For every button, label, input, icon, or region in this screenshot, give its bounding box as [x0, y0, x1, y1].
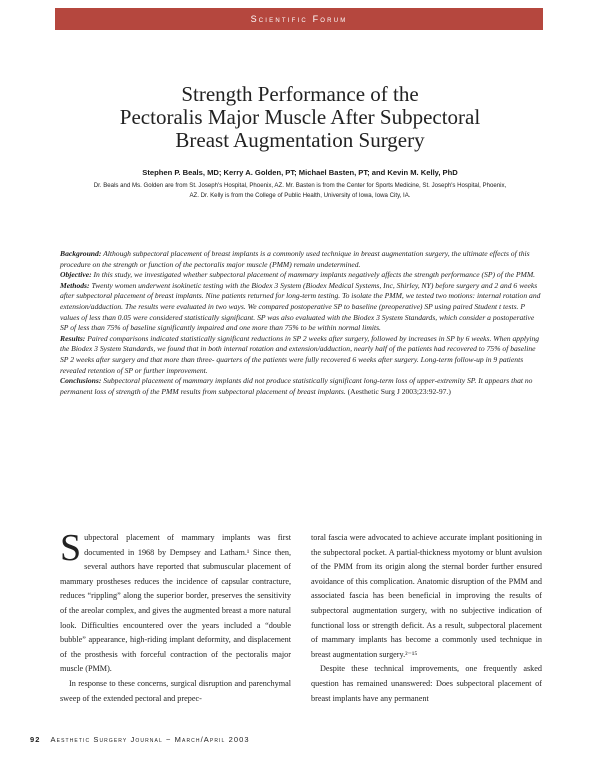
- body-paragraph: In response to these concerns, surgical disruption and parenchymal sweep of the extended pectoral and prepec-: [60, 678, 291, 703]
- body-paragraph: Despite these technical improvements, one frequently asked question has remained unanswered: Does subpectoral placement of breast implants have any permanent: [311, 664, 542, 703]
- abstract-results: [60, 334, 542, 376]
- abstract-objective: [60, 270, 542, 281]
- abstract-background: [60, 249, 542, 270]
- drop-cap: S: [60, 527, 82, 569]
- body-column-left: [60, 527, 291, 706]
- abstract-conclusions: [60, 376, 542, 397]
- abstract-methods: [60, 281, 542, 334]
- methods-text: Twenty women underwent isokinetic testing with the Biodex 3 System (Biodex Medical Systems, Inc, Shirley, NY) before surgery and 2 and 6 weeks after subpectoral placement of breast implants. Nine patients returned for long-term testing. To isolate the PMM, we tested two motions: internal rotation and extension/adduction. The results were evaluated in two ways. We compared postoperative SP to baseline (preoperative) SP using paired Student t tests. P values of less than 0.05 were considered statistically significant. SP was also evaluated with the Biodex 3 System Standards, which consider a postoperative SP of less than 75% of baseline significantly impaired and one more than 75% to be within normal limits.: [60, 280, 541, 333]
- body-paragraph: [60, 527, 291, 677]
- objective-text: In this study, we investigated whether subpectoral placement of mammary implants negatively affects the strength performance (SP) of the PMM.: [93, 270, 536, 280]
- article-title: [60, 83, 540, 152]
- body-paragraph: toral fascia were advocated to achieve accurate implant positioning in the subpectoral pocket. A partial-thickness myotomy or blunt avulsion of the PMM from its origin along the sternal border further ensured avoidance of this complication. Anatomic disruption of the PMM and associated fascia has been beneficial in improving the results of subpectoral augmentation surgery, with no subjective indication of functional loss or strength deficit. As a result, subpectoral placement of mammary implants has become a commonly used technique in breast augmentation surgery.²⁻¹⁵: [311, 533, 542, 659]
- body-column-right: [311, 531, 542, 706]
- author-list: Stephen P. Beals, MD; Kerry A. Golden, PT; Michael Basten, PT; and Kevin M. Kelly, PhD: [142, 168, 458, 177]
- section-label: Scientific Forum: [250, 14, 348, 24]
- journal-running-title: Aesthetic Surgery Journal ~ March/April 2003: [50, 735, 250, 744]
- methods-label: Methods:: [60, 280, 90, 290]
- title-line: Breast Augmentation Surgery: [175, 128, 425, 152]
- background-text: Although subpectoral placement of breast implants is a commonly used technique in breast augmentation surgery, the ultimate effects of this procedure on the strength or function of the pectoralis major muscle (PMM) remain undetermined.: [60, 249, 530, 269]
- title-line: Strength Performance of the: [181, 82, 419, 106]
- background-label: Background:: [60, 249, 102, 258]
- conclusions-text: Subpectoral placement of mammary implants did not produce statistically significant long-term loss of upper-extremity SP. It appears that no permanent loss of strength of the PMM results from subpectoral placement of breast implants.: [60, 376, 533, 396]
- results-label: Results:: [60, 333, 86, 343]
- objective-label: Objective:: [60, 270, 92, 280]
- citation: (Aesthetic Surg J 2003;23:92-97.): [347, 386, 451, 396]
- author-affiliations: Dr. Beals and Ms. Golden are from St. Joseph's Hospital, Phoenix, AZ. Mr. Basten is from the Center for Sports Medicine, St. Joseph's Hospital, Phoenix, AZ. Dr. Kelly is from the College of Public Health, University of Iowa, Iowa City, IA.: [93, 182, 507, 199]
- abstract: [60, 249, 542, 397]
- page-number: 92: [30, 735, 41, 744]
- conclusions-label: Conclusions:: [60, 376, 102, 386]
- results-text: Paired comparisons indicated statistically significant reductions in SP 2 weeks after surgery, followed by increases in SP by 6 weeks. When applying the Biodex 3 System Standards, we found that in both internal rotation and extension/adduction, nearly half of the patients had recovered to 75% of baseline SP 2 weeks after surgery and that more than three- quarters of the patients were fully recovered 6 weeks after surgery. Long-term follow-up in 9 patients revealed retention of SP or further improvement.: [60, 333, 540, 375]
- title-line: Pectoralis Major Muscle After Subpectoral: [119, 105, 481, 129]
- body-text: ubpectoral placement of mammary implants was first documented in 1968 by Dempsey and Latham.¹ Since then, several authors have reported that submuscular placement of mammary prostheses reduces the incidence of capsular contracture, reduces “rippling” along the superior border, preserves the sensitivity of the areolar complex, and gives the augmented breast a more natural look. Difficulties encountered over the years included a “double bubble” appearance, high-riding implant deformity, and displacement of the prosthesis with forceful contraction of the pectoralis major muscle (PMM).: [60, 533, 291, 674]
- page-footer: [30, 735, 570, 744]
